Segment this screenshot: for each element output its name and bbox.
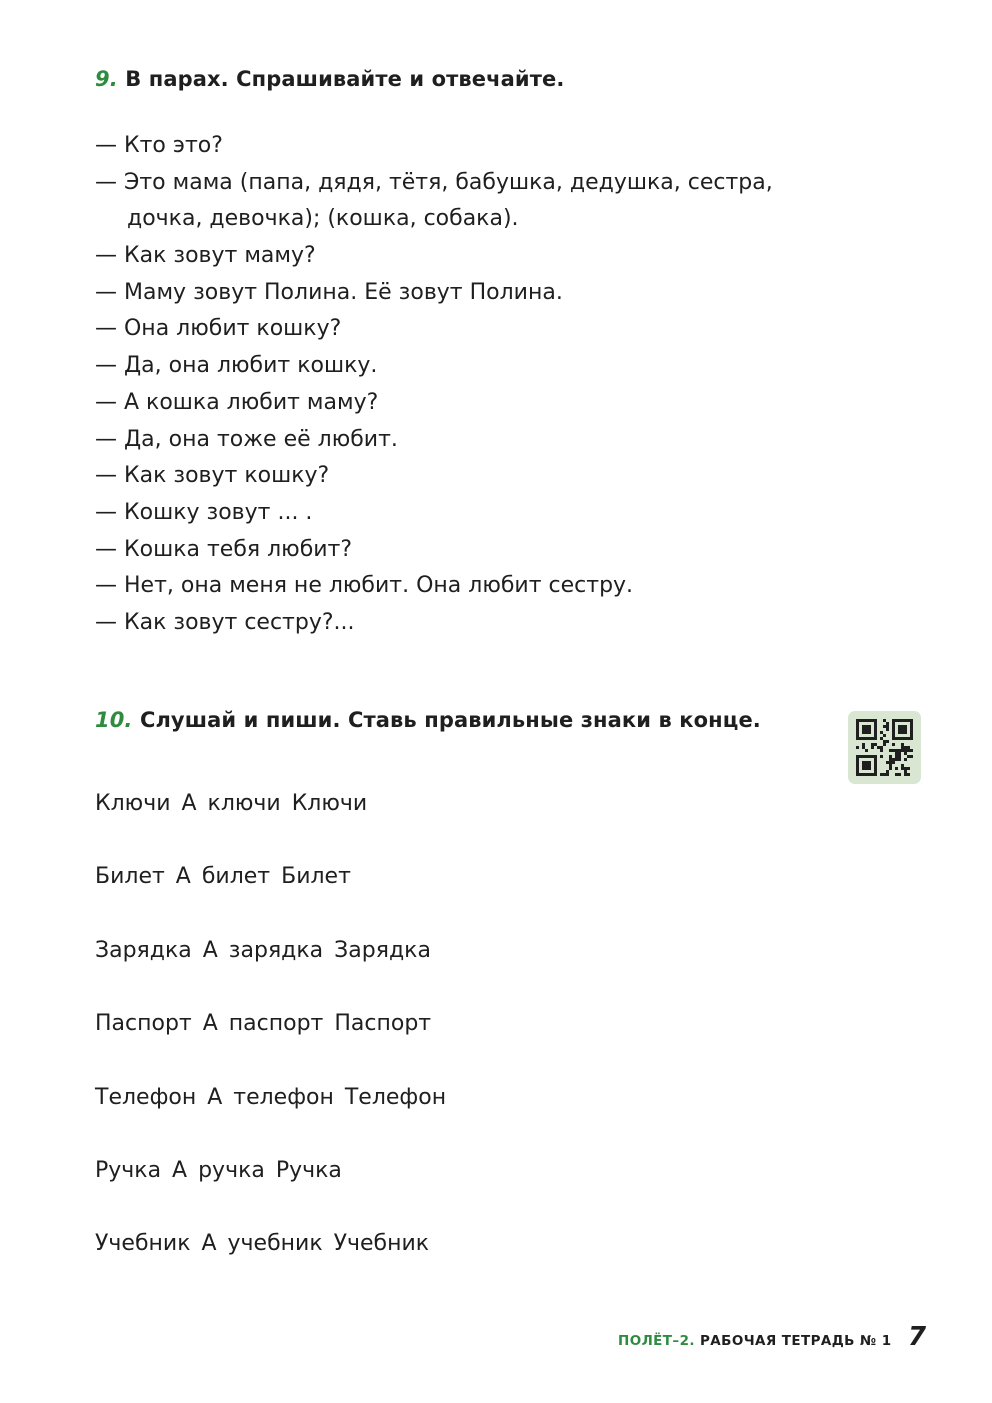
dialog-line: — Кошку зовут ... .	[95, 499, 313, 525]
page-number: 7	[908, 1322, 927, 1352]
dialog-line: — Маму зовут Полина. Её зовут Полина.	[95, 279, 563, 305]
task-number: 9.	[95, 67, 118, 91]
dialog-line: — Кошка тебя любит?	[95, 536, 353, 562]
dialog-line: — Кто это?	[95, 133, 223, 158]
listen-line: Зарядка А зарядка Зарядка	[95, 937, 431, 963]
task-title: Слушай и пиши. Ставь правильные знаки в конце.	[139, 708, 761, 732]
listen-line: Билет А билет Билет	[95, 864, 351, 890]
dialog-line: — Нет, она меня не любит. Она любит сестру.	[95, 573, 634, 599]
task-number: 10.	[95, 708, 133, 732]
task-9-heading	[95, 67, 564, 91]
task-title: В парах. Спрашивайте и отвечайте.	[125, 67, 565, 91]
footer-title	[618, 1333, 891, 1349]
dialog-line: — Как зовут маму?	[95, 243, 316, 269]
dialog-line: — Как зовут сестру?...	[95, 609, 355, 635]
dialog-line: — Да, она тоже её любит.	[95, 426, 398, 452]
listen-line: Телефон А телефон Телефон	[95, 1084, 447, 1110]
listen-line: Ручка А ручка Ручка	[95, 1157, 342, 1183]
task-10-heading	[95, 708, 761, 732]
listen-line: Ключи А ключи Ключи	[95, 791, 368, 816]
qr-code-graphic	[856, 719, 913, 776]
dialog-line: — Это мама (папа, дядя, тётя, бабушка, дедушка, сестра,	[95, 169, 773, 195]
footer-brand: ПОЛЁТ–2.	[618, 1333, 695, 1349]
dialog-line: дочка, девочка); (кошка, собака).	[127, 206, 519, 232]
listen-list	[95, 786, 446, 1300]
dialog-line: — Как зовут кошку?	[95, 463, 330, 489]
footer-subtitle: РАБОЧАЯ ТЕТРАДЬ № 1	[694, 1333, 892, 1349]
listen-line: Паспорт А паспорт Паспорт	[95, 1011, 432, 1037]
dialog-line: — А кошка любит маму?	[95, 389, 379, 415]
dialog-line: — Она любит кошку?	[95, 316, 342, 342]
qr-code-icon[interactable]	[848, 711, 921, 784]
listen-line: Учебник А учебник Учебник	[95, 1231, 430, 1257]
dialog-line: — Да, она любит кошку.	[95, 353, 378, 379]
dialog-list	[95, 128, 855, 642]
